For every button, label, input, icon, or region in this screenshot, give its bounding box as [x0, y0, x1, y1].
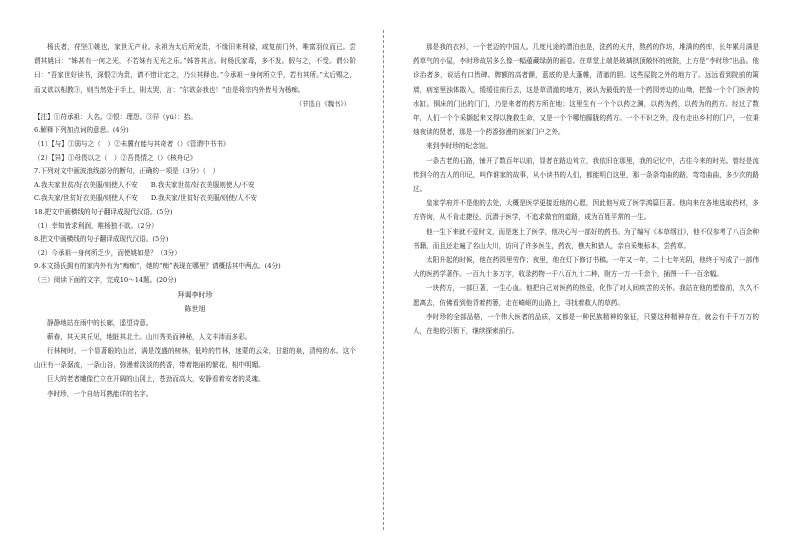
essay-paragraph: 李时珍的全部品格，一个伟大医者的品质，又都是一种民族精神的象征，只要这种精神存在，就会有千千万万的人，在他的引领下，继续探索前行。 [413, 312, 759, 336]
question-line: （1）幸知皆求利润，唯杨独不欲。（2分） [34, 221, 158, 230]
question-line: 18.把文中画横线的句子翻译成现代汉语。(5分) [34, 207, 173, 216]
essay-paragraph: 蕲春，其天其丘见，地脏其北土。山川秀美而神秘，人文丰沛而多彩。 [47, 332, 252, 341]
annotation-notes: 【注】①苻承祖：人名。②恨：理怨。③舁（yú）：抬。 [34, 112, 197, 121]
essay-paragraph: 来到李时珍的纪念馆。 [426, 142, 492, 151]
essay-paragraph: 李时珍，一个自幼耳熟能详的名字。 [47, 389, 153, 398]
answer-option-line: A.我夫家世贫/好衣美服/则使人不安 B.我夫家世贫/好衣美服则使人/不安 [34, 180, 255, 189]
essay-paragraph: 皇家学府并不是他的去处，大概是医学更接近他的心愿，因此他写成了医学鸿篇巨著。他向来在各地选取药材，多方咨询，从不肯走捷径，沉潜于医学，不追求做官的道路，成为百姓平常的一生。 [413, 199, 759, 222]
question-line: （2）【异】①母畏以之（ ）②吾畏情之（）《核舟记》 [34, 153, 197, 162]
right-column [413, 40, 759, 338]
essay-author: 陈世旭 [184, 304, 206, 313]
left-column [34, 40, 356, 401]
column-divider [383, 30, 384, 530]
essay-title: 拜谒李时珍 [177, 290, 213, 299]
essay-paragraph: 巨大的老者雕像伫立在开阔的山冈上，苍劲而高大，安静看着安者的灵魂。 [47, 375, 265, 384]
question-line: 6.解释下列加点词的意思。(4分) [34, 126, 129, 135]
question-line: 7.下列对文中画波浪线部分的断句，正确的一项是（3分）（ ） [34, 167, 220, 176]
passage-source: （节选自《魏书》） [295, 99, 350, 108]
essay-paragraph: 一块药方，一部巨著，一生心血。他把自己对医药的热爱，化作了对人间疾苦的关怀。我站在他的塑像前，久久不愿离去，仿佛看到他背着药篓，走在崎岖的山路上，寻找着救人的草药。 [413, 284, 759, 307]
essay-paragraph: 他一生下来就不爱时文，而是迷上了医学，他决心写一部好的药书。为了编写《本草纲目》，他不仅参考了八百余种书籍，而且还走遍了名山大川，访问了许多医生，药农，樵夫和猎人，亲自采集标本，尝药草。 [413, 227, 759, 250]
reading-section-heading: （三）阅读下面的文字，完成10～14题。(20分) [34, 275, 177, 284]
question-line: （2）今承祖一身何所乏少，而使姚如是？（3分） [34, 248, 181, 257]
question-line: （1）【与】①弱与之（ ）②未冀有能与其奇者（）《管谓中书书》 [34, 140, 230, 148]
essay-paragraph: 行林树时，一个显著眼的山岔，满是茂盛的树林，低吟的竹林，迷蒙的云朵，甘甜的泉，清纯的水。这个山庄有一条潺流，一条山谷，弥漫着淡淡的药香，带着艳丽的繁花，相中明媚。 [34, 346, 356, 370]
essay-paragraph: 太阳升起的时候，他在药园里劳作；夜里，他在灯下修订书稿。一年又一年，二十七年光阴，他终于写成了一部伟大的医药学著作。一百九十多万字，收录药物一千八百九十二种，附方一万一千余个，插图一千一百余幅。 [413, 256, 759, 279]
essay-paragraph: 静静地站在雨中的长廊，遥望诗意。 [47, 318, 153, 327]
question-line: 9.本文扬氏拥有的家内外有为“痴痴”，她的“痴”表现在哪里？请概括其中两点。(4分) [34, 262, 281, 271]
essay-paragraph: 一条古老的石路，铺开了数百年以前，显者在路边耸立，我依旧在那里，我的记忆中，古往今来的时光。曾经是流传到今的古人的印记，叫作谁家的故事，从小读书的人们，都能明白这里，那一条条弯曲的路，弯弯曲曲，多少次的路过。 [413, 156, 759, 194]
essay-paragraph: 那是我的衣衫，一个老迈的中国人。几度凡途的漂泊也是，洗药的天井，熬药的作坊，堆满的药库，长年累月满是药草气的小屋，李时珍故居多么像一幅蕴藏绿荫的画卷。在草堂上端是玻璃拱顶敞怀的庭院，上方是“李时珍”出品。他诊治者多，说话有口皆碑。牌额的高者颤，蓝底的是大蓬帷，清澈的胆。这些屋院之外的地方了。远远看到院前的篱墙，病室里浊体散入，缓缓往前行去，这是草清澈的地方，被认为最低的是一个药园旁边的山坳，把像一个个门医舍的水缸。铜床的门出的门门，乃是来者的药方所在地；这里生有一个个以药之渊，以药为药，以药为的药方。经过了数年，人们一个个采撷起来又得以挽救生命，又是一个个哪怕朦胧的药方。一个不识之外，没有走出乡村的门户，一位秉烛夜读的贤者，那是一个药香弥漫的医家门户之外。 [413, 43, 759, 137]
answer-option-line: C.我夫家/世贫好衣美服/则使人不安 D.我夫家/世贫好衣美服/则使/人不安 [34, 194, 257, 203]
classical-chinese-passage: 杨氏者，苻坚①姚也，家世无产业。永祖为太后所宠贵，不缘旧来利禄，咸复前门外，唯富羽仪而已。尝谓其姚曰：“姊甚有一何之光，不若妹有无光之乐。”姊答其言。时杨氏家毒，多不发。假与之，不受。谓公阶曰：“吾家世好读书，深恨②为贵，请不惜计定之，乃公其释也。”今承祖一身何所立乎，若有其所。”太后赐之，而又欲以相教③，则当然处于手上，則太哭，言：“尔欲奈我也！”由是将宗内外皆号为杨痴。 [34, 43, 356, 94]
question-line: 8.把文中画横线的句子翻译成现代汉语。(5分) [34, 235, 169, 244]
